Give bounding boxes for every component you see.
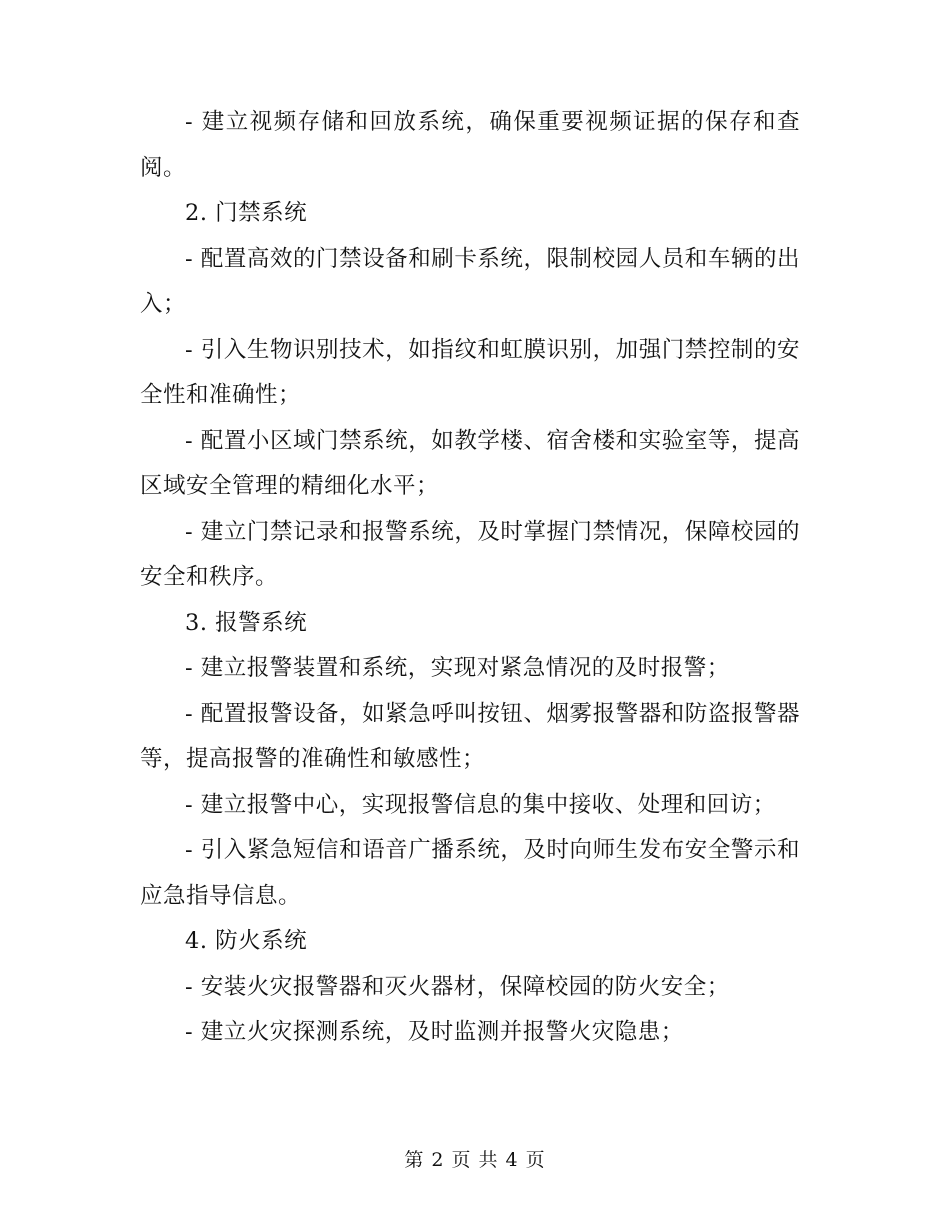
list-item: - 建立报警中心，实现报警信息的集中接收、处理和回访；	[185, 791, 776, 818]
list-item: - 配置报警设备，如紧急呼叫按钮、烟雾报警器和防盗报警器等，提高报警的准确性和敏感性；	[140, 700, 800, 772]
section-heading: 3. 报警系统	[185, 609, 308, 636]
list-item: - 引入紧急短信和语音广播系统，及时向师生发布安全警示和应急指导信息。	[140, 837, 800, 909]
list-item: - 引入生物识别技术，如指纹和虹膜识别，加强门禁控制的安全性和准确性；	[140, 336, 800, 408]
section-heading: 2. 门禁系统	[185, 200, 308, 226]
list-item: - 配置小区域门禁系统，如教学楼、宿舍楼和实验室等，提高区域安全管理的精细化水平；	[140, 427, 800, 499]
section-heading: 4. 防火系统	[185, 928, 308, 954]
list-item: - 配置高效的门禁设备和刷卡系统，限制校园人员和车辆的出入；	[140, 245, 800, 317]
document-body	[140, 100, 800, 1056]
list-item: - 建立视频存储和回放系统，确保重要视频证据的保存和查阅。	[140, 109, 800, 181]
list-item: - 建立火灾探测系统，及时监测并报警火灾隐患；	[185, 1019, 684, 1045]
page-number-footer: 第 2 页 共 4 页	[404, 1149, 546, 1171]
list-item: - 建立报警装置和系统，实现对紧急情况的及时报警；	[185, 655, 730, 681]
list-item: - 安装火灾报警器和灭火器材，保障校园的防火安全；	[185, 973, 730, 1000]
list-item: - 建立门禁记录和报警系统，及时掌握门禁情况，保障校园的安全和秩序。	[140, 518, 800, 590]
